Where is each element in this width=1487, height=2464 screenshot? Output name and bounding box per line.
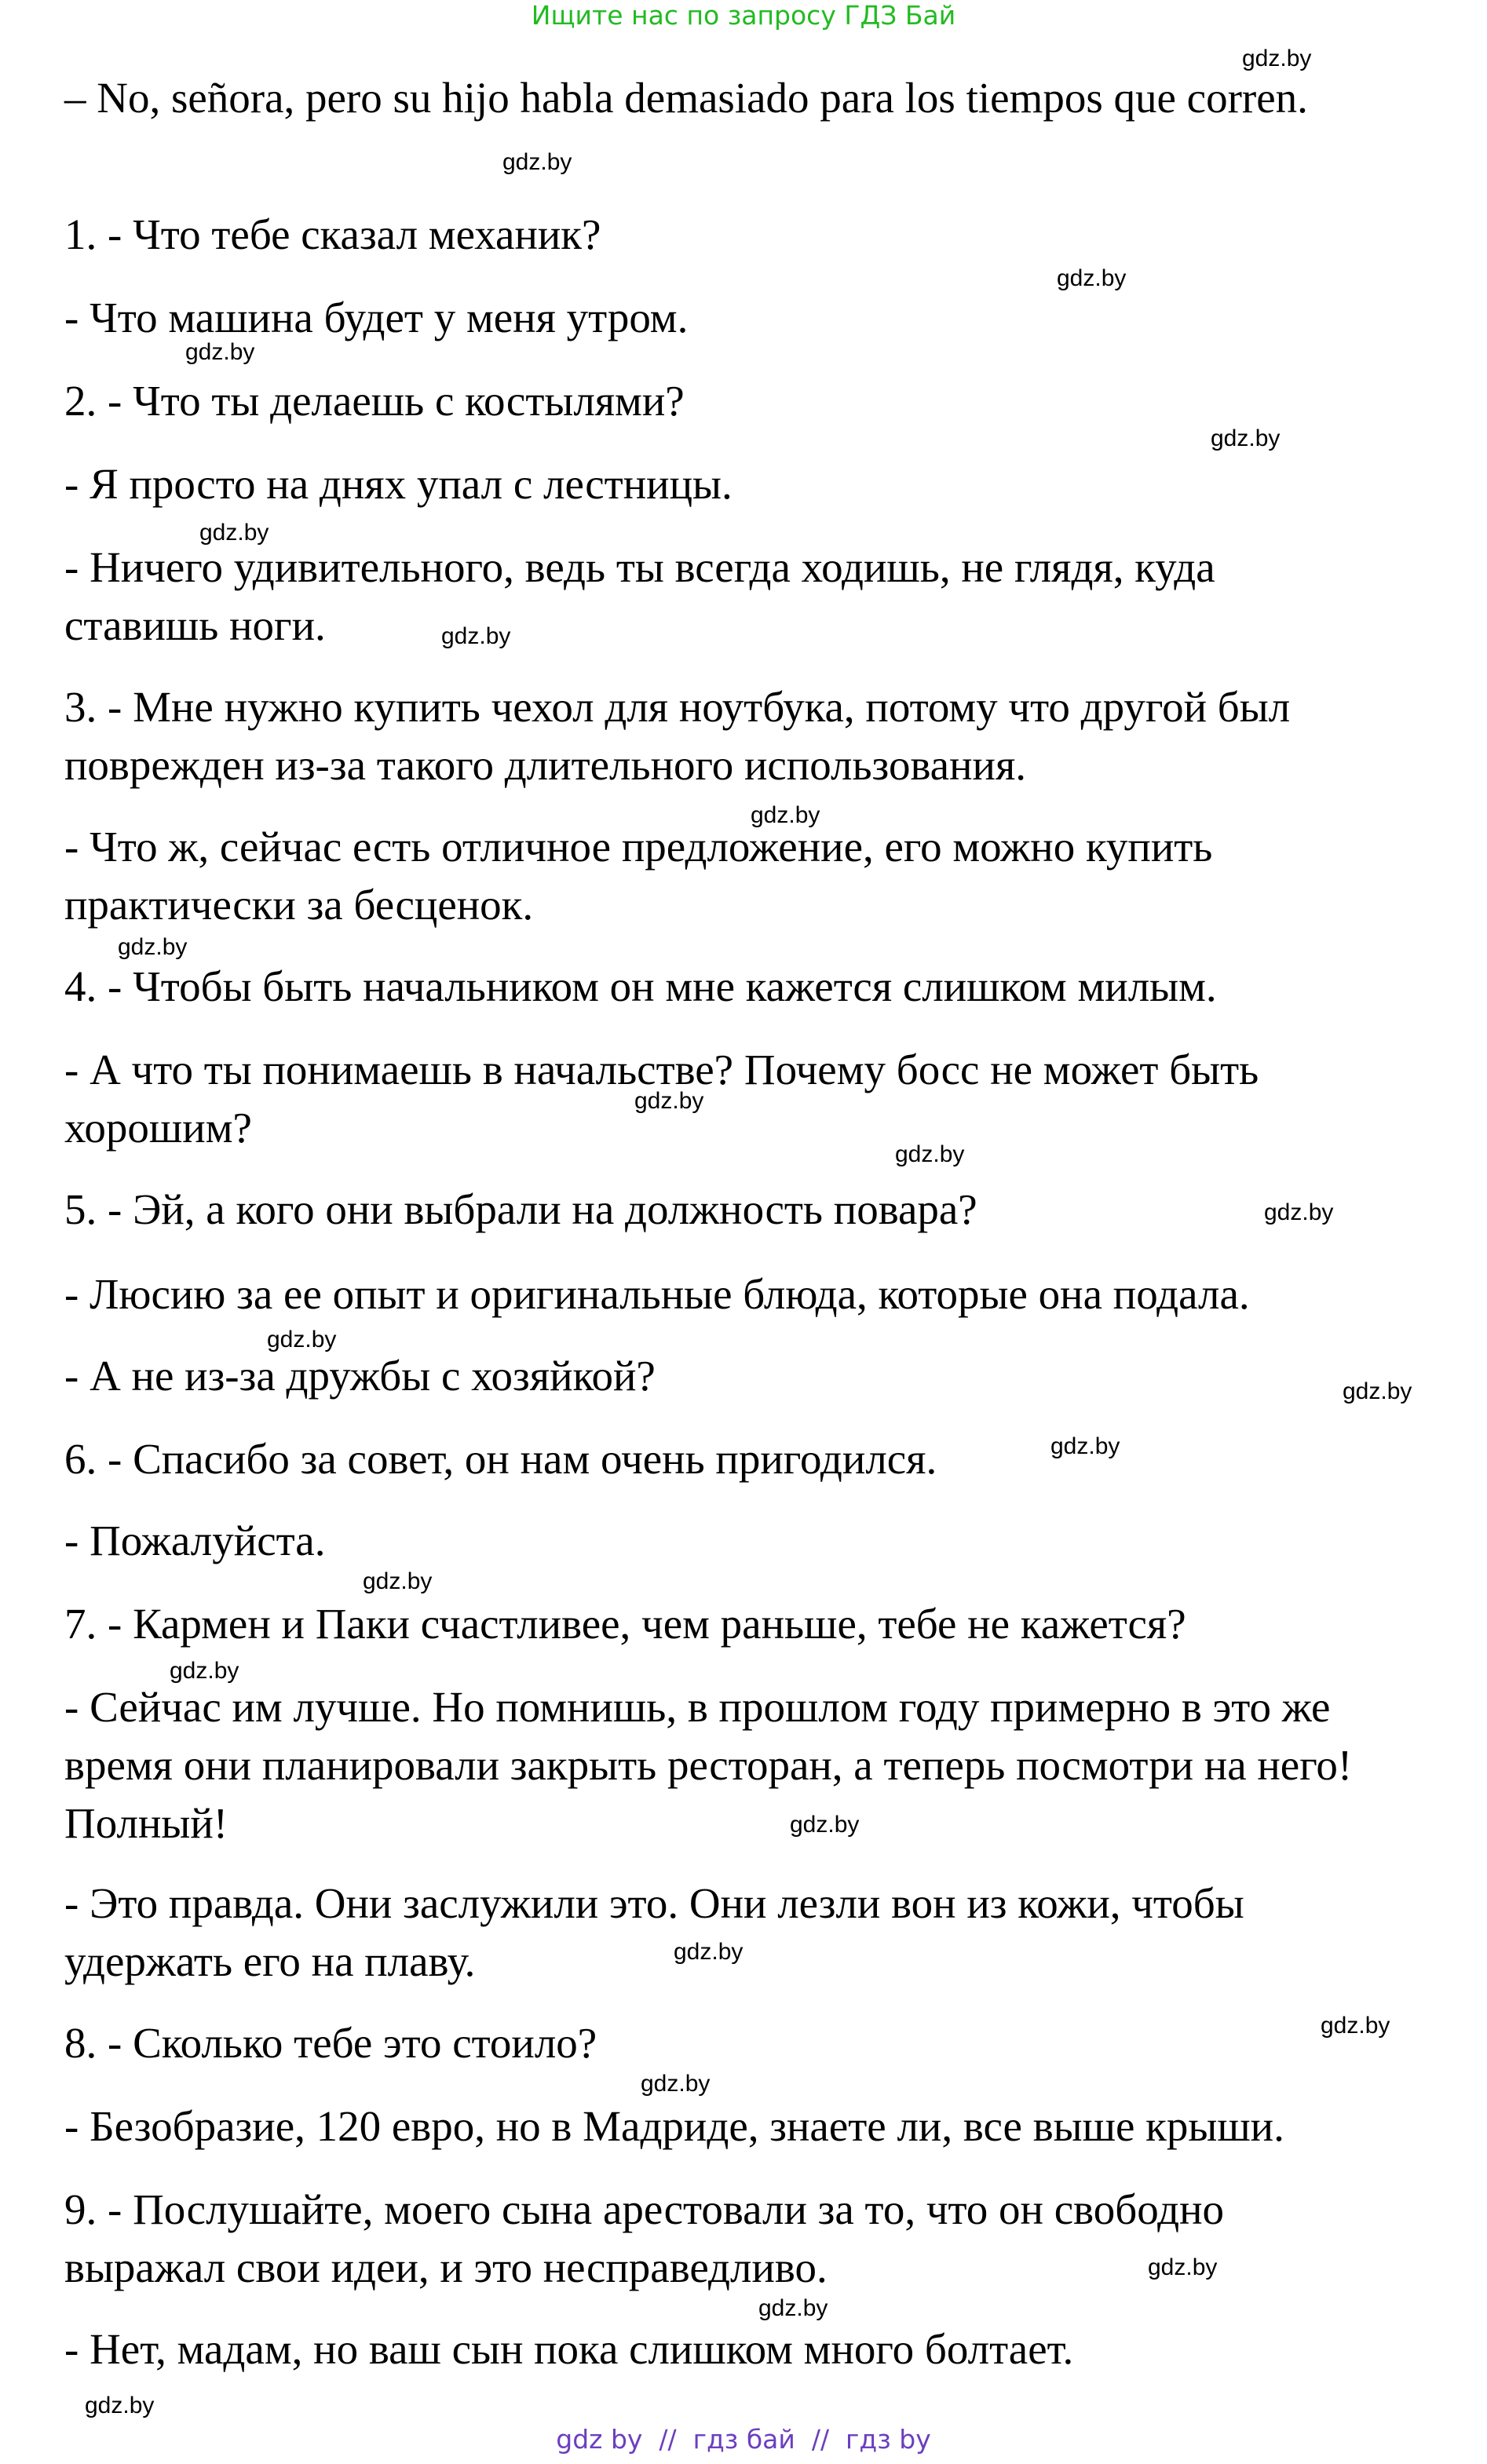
paragraph bbox=[64, 958, 1217, 1016]
text-line: удержать его на плаву. bbox=[64, 1937, 476, 1985]
text-line: 1. - Что тебе сказал механик? bbox=[64, 210, 601, 258]
watermark: gdz.by bbox=[185, 339, 255, 365]
paragraph bbox=[64, 69, 1308, 127]
text-line: ставишь ноги. bbox=[64, 601, 326, 649]
paragraph bbox=[64, 2320, 1073, 2378]
text-line: - Я просто на днях упал с лестницы. bbox=[64, 460, 733, 508]
text-line: 4. - Чтобы быть начальником он мне кажется слишком милым. bbox=[64, 962, 1217, 1010]
watermark: gdz.by bbox=[1057, 265, 1127, 291]
watermark: gdz.by bbox=[267, 1327, 337, 1352]
paragraph bbox=[64, 289, 688, 347]
paragraph bbox=[64, 1430, 937, 1488]
paragraph bbox=[64, 1874, 1244, 1991]
paragraph bbox=[64, 2181, 1224, 2297]
text-line: - А что ты понимаешь в начальстве? Почему босс не может быть bbox=[64, 1046, 1259, 1093]
top-banner: Ищите нас по запросу ГДЗ Бай bbox=[531, 0, 956, 31]
watermark: gdz.by bbox=[751, 802, 820, 828]
watermark: gdz.by bbox=[674, 1939, 744, 1965]
watermark: gdz.by bbox=[895, 1141, 965, 1167]
text-line: 3. - Мне нужно купить чехол для ноутбука, потому что другой был bbox=[64, 683, 1291, 731]
watermark: gdz.by bbox=[634, 1088, 704, 1114]
watermark: gdz.by bbox=[1343, 1378, 1412, 1404]
watermark: gdz.by bbox=[170, 1658, 239, 1684]
paragraph bbox=[64, 678, 1290, 794]
text-line: 9. - Послушайте, моего сына арестовали за то, что он свободно bbox=[64, 2185, 1225, 2233]
paragraph bbox=[64, 1347, 656, 1405]
watermark: gdz.by bbox=[641, 2071, 711, 2097]
text-line: 8. - Сколько тебе это стоило? bbox=[64, 2019, 597, 2067]
paragraph bbox=[64, 2014, 597, 2072]
text-line: 5. - Эй, а кого они выбрали на должность повара? bbox=[64, 1185, 977, 1233]
watermark: gdz.by bbox=[1242, 46, 1312, 71]
watermark: gdz.by bbox=[1211, 425, 1281, 451]
text-line: – No, señora, pero su hijo habla demasiado para los tiempos que corren. bbox=[64, 74, 1308, 122]
watermark: gdz.by bbox=[1321, 2013, 1390, 2039]
text-line: - А не из-за дружбы с хозяйкой? bbox=[64, 1352, 656, 1400]
watermark: gdz.by bbox=[441, 623, 511, 649]
paragraph bbox=[64, 455, 733, 513]
paragraph bbox=[64, 2097, 1284, 2156]
watermark: gdz.by bbox=[790, 1812, 860, 1838]
watermark: gdz.by bbox=[363, 1568, 433, 1594]
footer-links: gdz by // гдз бай // гдз by bbox=[556, 2424, 931, 2455]
paragraph bbox=[64, 818, 1212, 934]
watermark: gdz.by bbox=[118, 934, 188, 960]
paragraph bbox=[64, 206, 601, 264]
paragraph bbox=[64, 538, 1215, 655]
paragraph bbox=[64, 1595, 1186, 1653]
text-line: практически за бесценок. bbox=[64, 881, 534, 929]
watermark: gdz.by bbox=[758, 2295, 828, 2321]
text-line: 2. - Что ты делаешь с костылями? bbox=[64, 377, 685, 425]
text-line: - Что машина будет у меня утром. bbox=[64, 294, 689, 341]
watermark: gdz.by bbox=[502, 149, 572, 175]
text-line: выражал свои идеи, и это несправедливо. bbox=[64, 2243, 828, 2291]
text-line: - Сейчас им лучше. Но помнишь, в прошлом году примерно в это же bbox=[64, 1683, 1331, 1731]
text-line: хорошим? bbox=[64, 1104, 252, 1152]
text-line: поврежден из-за такого длительного использования. bbox=[64, 741, 1027, 789]
paragraph bbox=[64, 1678, 1352, 1853]
text-line: - Что ж, сейчас есть отличное предложение, его можно купить bbox=[64, 823, 1213, 871]
paragraph bbox=[64, 1265, 1250, 1323]
watermark: gdz.by bbox=[1264, 1199, 1334, 1225]
text-line: - Ничего удивительного, ведь ты всегда ходишь, не глядя, куда bbox=[64, 543, 1215, 591]
text-line: - Нет, мадам, но ваш сын пока слишком много болтает. bbox=[64, 2325, 1074, 2373]
text-line: - Люсию за ее опыт и оригинальные блюда, которые она подала. bbox=[64, 1270, 1250, 1318]
watermark: gdz.by bbox=[1148, 2254, 1218, 2280]
watermark: gdz.by bbox=[199, 520, 269, 546]
text-line: - Пожалуйста. bbox=[64, 1517, 326, 1564]
watermark: gdz.by bbox=[1050, 1433, 1120, 1459]
text-line: 7. - Кармен и Паки счастливее, чем раньше, тебе не кажется? bbox=[64, 1600, 1186, 1648]
watermark: gdz.by bbox=[85, 2393, 155, 2418]
text-line: - Безобразие, 120 евро, но в Мадриде, знаете ли, все выше крыши. bbox=[64, 2102, 1284, 2150]
text-line: Полный! bbox=[64, 1799, 228, 1847]
text-line: 6. - Спасибо за совет, он нам очень пригодился. bbox=[64, 1435, 937, 1483]
paragraph bbox=[64, 1181, 977, 1239]
text-line: - Это правда. Они заслужили это. Они лезли вон из кожи, чтобы bbox=[64, 1879, 1244, 1927]
paragraph bbox=[64, 1512, 325, 1570]
text-line: время они планировали закрыть ресторан, а теперь посмотри на него! bbox=[64, 1741, 1353, 1789]
paragraph bbox=[64, 372, 685, 430]
